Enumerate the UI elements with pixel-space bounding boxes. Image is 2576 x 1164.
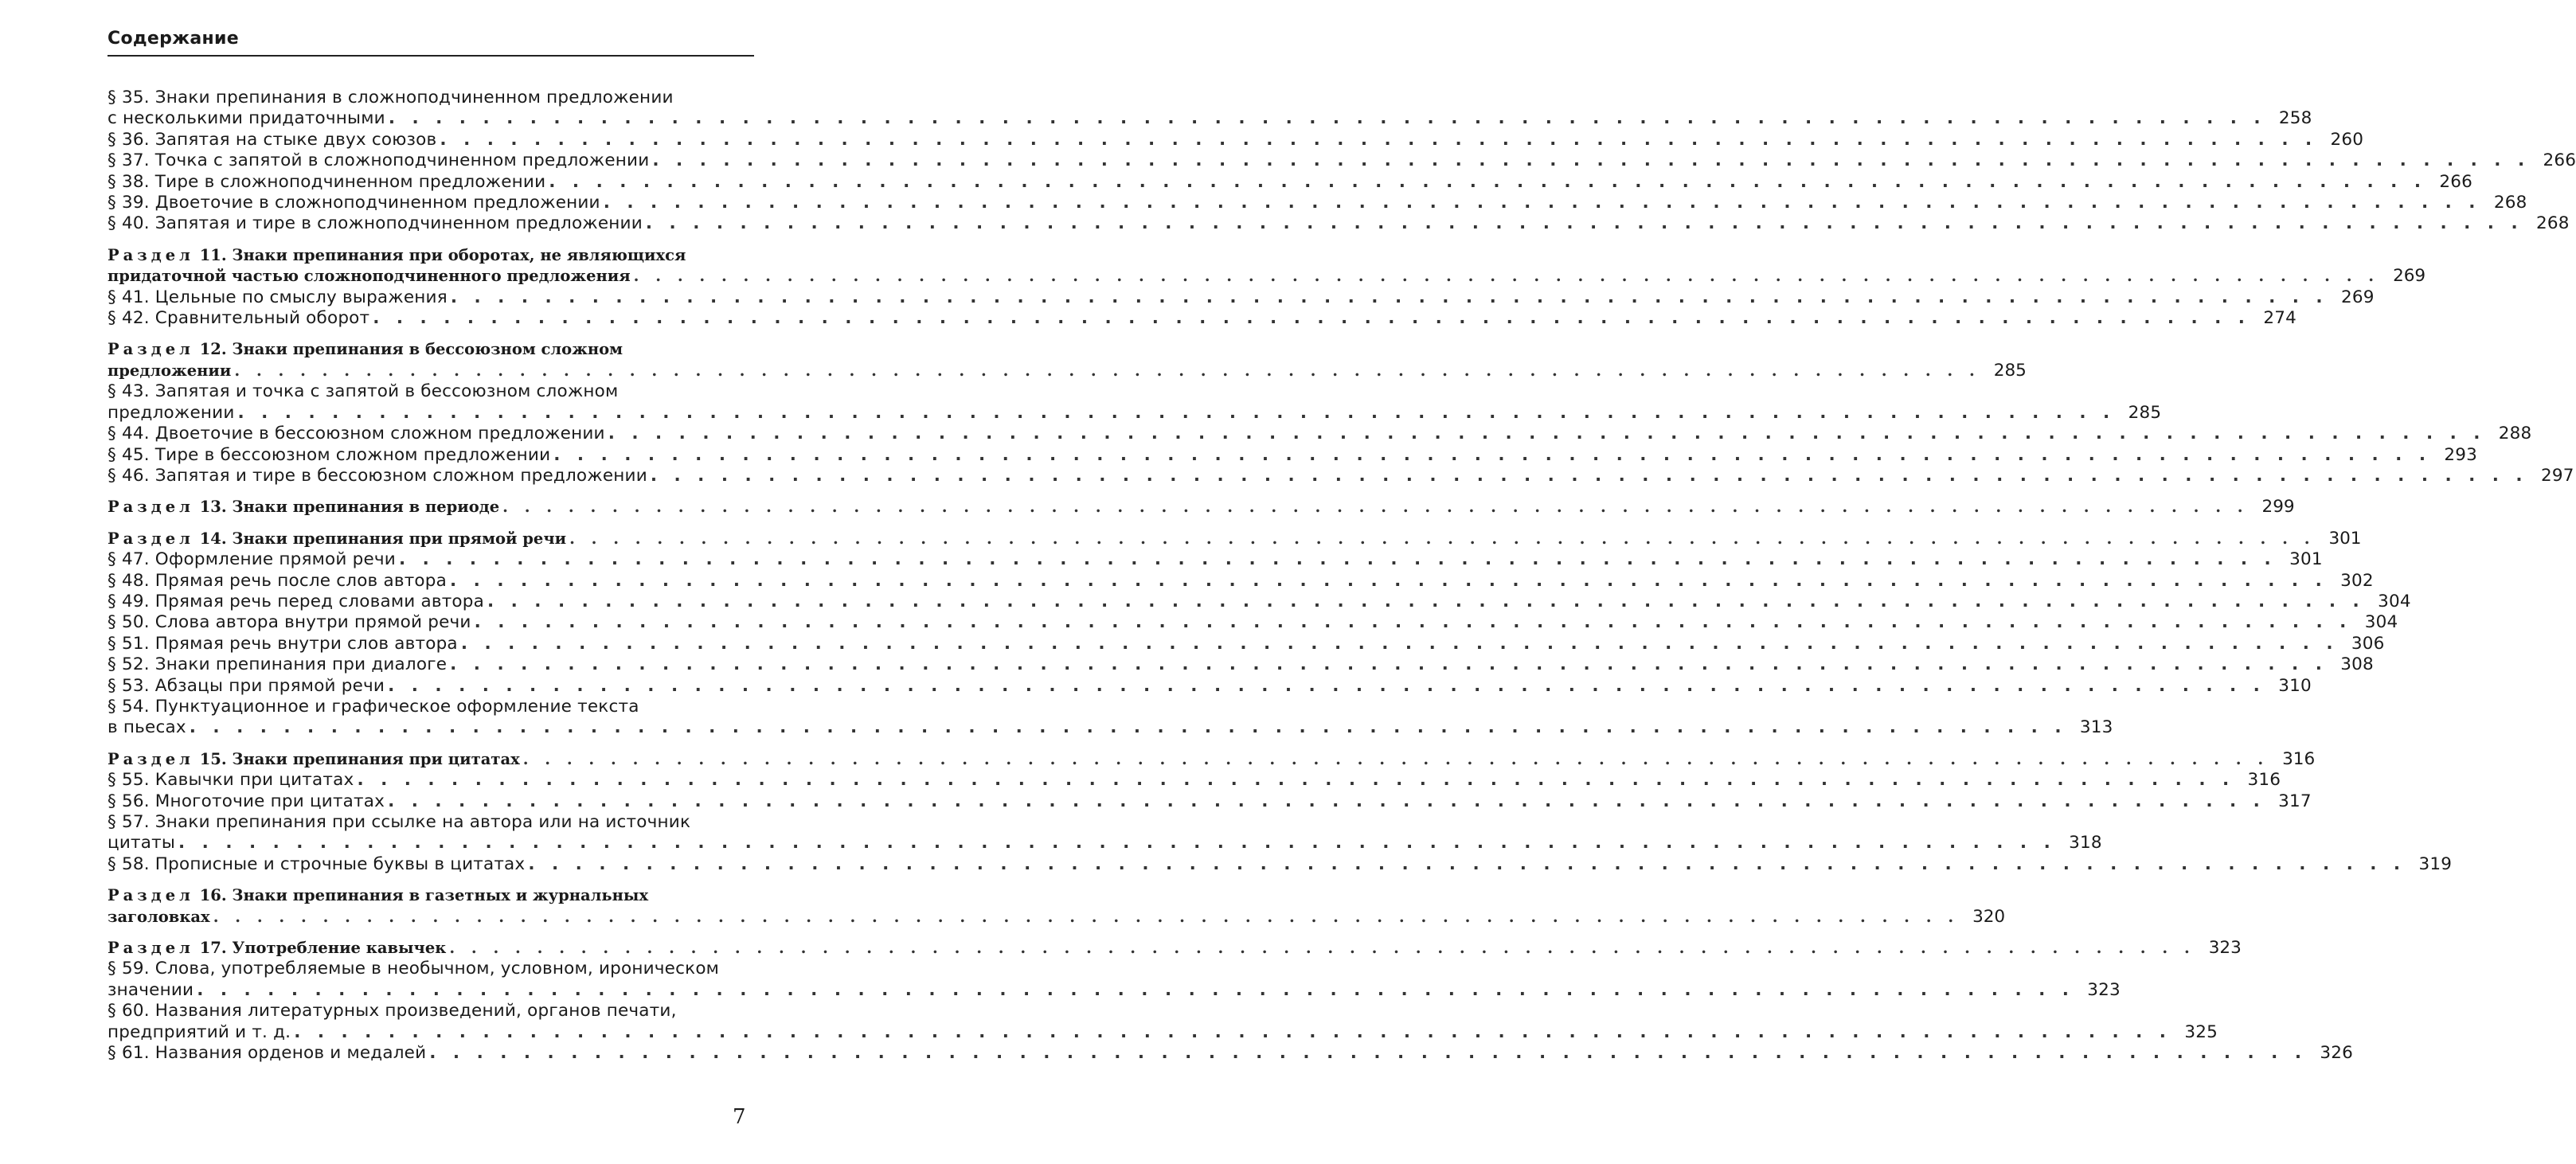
dot-leader: . . . . . . . . . . . . . . . . . . . . . . . . . . . . . . . . . . . . . . . . . . . . . . . . . . . . . . . . . . . . . . . . . . . . . . . . . . . . . . . .: [388, 791, 2265, 811]
toc-paragraph-entry[interactable]: [107, 1001, 2218, 1043]
section-word: Раздел: [107, 245, 194, 264]
dot-leader: . . . . . . . . . . . . . . . . . . . . . . . . . . . . . . . . . . . . . . . . . . . . . . . . . . . . . . . . . . . . . . . . . . . . . . . . . . . . . . . .: [522, 749, 2269, 768]
entry-title: [107, 1022, 291, 1043]
entry-page-number: 302: [2340, 570, 2374, 591]
section-word: Раздел: [107, 939, 194, 958]
dot-leader: . . . . . . . . . . . . . . . . . . . . . . . . . . . . . . . . . . . . . . . . . . . . . . . . . . . . . . . . . . . . . . . . . . . . . . . . . . . . . . . .: [237, 402, 2116, 423]
toc-paragraph-entry[interactable]: [107, 171, 2473, 193]
entry-page-number: 325: [2184, 1021, 2218, 1042]
toc-line: [107, 193, 2527, 213]
entry-title: [107, 308, 369, 329]
entry-page-number: 316: [2247, 770, 2281, 791]
entry-text: 16. Знаки препинания в газетных и журнальных: [199, 886, 649, 905]
dot-leader: . . . . . . . . . . . . . . . . . . . . . . . . . . . . . . . . . . . . . . . . . . . . . . . . . . . . . . . . . . . . . . . . . . . . . . . . . . . . . . . .: [357, 770, 2235, 791]
toc-section-entry[interactable]: [107, 528, 2362, 549]
dot-leader: . . . . . . . . . . . . . . . . . . . . . . . . . . . . . . . . . . . . . . . . . . . . . . . . . . . . . . . . . . . . . . . . . . . . . . . . . . . . . . . .: [502, 498, 2249, 517]
entry-text: заголовках: [107, 907, 210, 926]
entry-title: [107, 654, 447, 675]
dot-leader: . . . . . . . . . . . . . . . . . . . . . . . . . . . . . . . . . . . . . . . . . . . . . . . . . . . . . . . . . . . . . . . . . . . . . . . . . . . . . . . .: [178, 833, 2056, 853]
toc-paragraph-entry[interactable]: [107, 791, 2312, 812]
toc-line: [107, 402, 2162, 424]
toc-paragraph-entry[interactable]: [107, 654, 2374, 675]
toc-line: [107, 654, 2374, 675]
dot-leader: . . . . . . . . . . . . . . . . . . . . . . . . . . . . . . . . . . . . . . . . . . . . . . . . . . . . . . . . . . . . . . . . . . . . . . . . . . . . . . . .: [608, 424, 2486, 444]
entry-title: [107, 466, 647, 486]
entry-title: [107, 854, 525, 875]
toc-line: [107, 770, 2281, 791]
toc-line: [107, 424, 2532, 444]
entry-page-number: 306: [2351, 633, 2385, 654]
toc-line: [107, 465, 2574, 486]
entry-text: § 37. Точка с запятой в сложноподчиненном предложении: [107, 150, 650, 171]
entry-page-number: 326: [2320, 1043, 2354, 1064]
dot-leader: . . . . . . . . . . . . . . . . . . . . . . . . . . . . . . . . . . . . . . . . . . . . . . . . . . . . . . . . . . . . . . . . . . . . . . . . . . . . . . . .: [450, 570, 2328, 591]
entry-text: § 45. Тире в бессоюзном сложном предложении: [107, 444, 551, 465]
toc-line: [107, 906, 2006, 928]
toc-line: [107, 88, 754, 108]
dot-leader: . . . . . . . . . . . . . . . . . . . . . . . . . . . . . . . . . . . . . . . . . . . . . . . . . . . . . . . . . . . . . . . . . . . . . . . . . . . . . . . .: [388, 108, 2266, 129]
entry-title: [107, 885, 648, 906]
header-title: Содержание: [107, 29, 239, 49]
toc-line: [107, 150, 2576, 171]
entry-text: 14. Знаки препинания при прямой речи: [199, 529, 567, 548]
entry-page-number: 313: [2079, 717, 2113, 738]
entry-page-number: 318: [2069, 833, 2102, 853]
toc-line: [107, 675, 2312, 697]
entry-text: значении: [107, 979, 194, 1000]
entry-title: [107, 381, 618, 402]
toc-line: [107, 287, 2375, 308]
toc-section-entry[interactable]: [107, 245, 2426, 287]
toc-line: [107, 1043, 2354, 1064]
entry-text: 15. Знаки препинания при цитатах: [199, 749, 520, 768]
dot-leader: . . . . . . . . . . . . . . . . . . . . . . . . . . . . . . . . . . . . . . . . . . . . . . . . . . . . . . . . . . . . . . . . . . . . . . . . . . . . . . . .: [487, 591, 2365, 611]
toc-paragraph-entry[interactable]: [107, 612, 2398, 633]
entry-page-number: 268: [2493, 193, 2527, 213]
dot-leader: . . . . . . . . . . . . . . . . . . . . . . . . . . . . . . . . . . . . . . . . . . . . . . . . . . . . . . . . . . . . . . . . . . . . . . . . . . . . . . . .: [549, 171, 2427, 192]
toc-line: [107, 791, 2312, 812]
entry-text: § 60. Названия литературных произведений, органов печати,: [107, 1001, 677, 1021]
toc-paragraph-entry[interactable]: [107, 444, 2477, 466]
dot-leader: . . . . . . . . . . . . . . . . . . . . . . . . . . . . . . . . . . . . . . . . . . . . . . . . . . . . . . . . . . . . . . . . . . . . . . . . . . . . . . . .: [645, 213, 2523, 234]
entry-text: 13. Знаки препинания в периоде: [199, 498, 500, 517]
entry-title: [107, 571, 447, 592]
toc-line: [107, 717, 2113, 738]
entry-text: § 51. Прямая речь внутри слов автора: [107, 633, 458, 654]
entry-text: § 47. Оформление прямой речи: [107, 549, 396, 570]
toc-line: [107, 444, 2477, 466]
toc-paragraph-entry[interactable]: [107, 696, 2113, 739]
dot-leader: . . . . . . . . . . . . . . . . . . . . . . . . . . . . . . . . . . . . . . . . . . . . . . . . . . . . . . . . . . . . . . . . . . . . . . . . . . . . . . . .: [234, 361, 1980, 380]
dot-leader: . . . . . . . . . . . . . . . . . . . . . . . . . . . . . . . . . . . . . . . . . . . . . . . . . . . . . . . . . . . . . . . . . . . . . . . . . . . . . . . .: [197, 979, 2074, 1000]
entry-page-number: 304: [2364, 612, 2398, 633]
entry-text: § 39. Двоеточие в сложноподчиненном предложении: [107, 193, 600, 213]
entry-title: [107, 497, 499, 518]
dot-leader: . . . . . . . . . . . . . . . . . . . . . . . . . . . . . . . . . . . . . . . . . . . . . . . . . . . . . . . . . . . . . . . . . . . . . . . . . . . . . . . .: [650, 465, 2528, 486]
entry-page-number: 260: [2330, 129, 2364, 150]
dot-leader: . . . . . . . . . . . . . . . . . . . . . . . . . . . . . . . . . . . . . . . . . . . . . . . . . . . . . . . . . . . . . . . . . . . . . . . . . . . . . . . .: [189, 717, 2067, 738]
toc-paragraph-entry[interactable]: [107, 287, 2375, 308]
toc-line: [107, 308, 2297, 329]
dot-leader: . . . . . . . . . . . . . . . . . . . . . . . . . . . . . . . . . . . . . . . . . . . . . . . . . . . . . . . . . . . . . . . . . . . . . . . . . . . . . . . .: [460, 633, 2339, 654]
entry-title: [107, 676, 385, 697]
toc-paragraph-entry[interactable]: [107, 193, 2527, 213]
toc-paragraph-entry[interactable]: [107, 812, 2102, 854]
entry-page-number: 269: [2340, 287, 2375, 307]
toc-paragraph-entry[interactable]: [107, 88, 2312, 130]
toc-line: [107, 213, 2570, 234]
toc-paragraph-entry[interactable]: [107, 853, 2453, 875]
dot-leader: . . . . . . . . . . . . . . . . . . . . . . . . . . . . . . . . . . . . . . . . . . . . . . . . . . . . . . . . . . . . . . . . . . . . . . . . . . . . . . . .: [213, 907, 1960, 926]
entry-page-number: 301: [2328, 528, 2362, 549]
entry-page-number: 285: [1993, 360, 2027, 381]
dot-leader: . . . . . . . . . . . . . . . . . . . . . . . . . . . . . . . . . . . . . . . . . . . . . . . . . . . . . . . . . . . . . . . . . . . . . . . . . . . . . . . .: [528, 853, 2406, 874]
entry-page-number: 293: [2444, 444, 2477, 465]
toc-line: [107, 381, 754, 402]
toc-paragraph-entry[interactable]: [107, 1043, 2354, 1064]
entry-page-number: 269: [2393, 266, 2426, 287]
entry-text: § 35. Знаки препинания в сложноподчиненном предложении: [107, 88, 674, 107]
entry-text: § 61. Названия орденов и медалей: [107, 1043, 427, 1064]
toc-paragraph-entry[interactable]: [107, 424, 2532, 444]
toc-line: [107, 812, 754, 833]
toc-line: [107, 129, 2364, 150]
entry-title: [107, 88, 674, 108]
entry-title: [107, 266, 631, 287]
dot-leader: . . . . . . . . . . . . . . . . . . . . . . . . . . . . . . . . . . . . . . . . . . . . . . . . . . . . . . . . . . . . . . . . . . . . . . . . . . . . . . . .: [553, 444, 2431, 465]
toc-line: [107, 171, 2473, 193]
entry-page-number: 266: [2543, 150, 2576, 171]
dot-leader: . . . . . . . . . . . . . . . . . . . . . . . . . . . . . . . . . . . . . . . . . . . . . . . . . . . . . . . . . . . . . . . . . . . . . . . . . . . . . . . .: [450, 654, 2328, 675]
entry-text: § 43. Запятая и точка с запятой в бессоюзном сложном: [107, 381, 619, 402]
toc-paragraph-entry[interactable]: [107, 465, 2574, 486]
entry-page-number: 317: [2278, 791, 2312, 811]
entry-page-number: 266: [2439, 171, 2473, 192]
entry-text: придаточной частью сложноподчиненного предложения: [107, 267, 631, 286]
toc-line: [107, 266, 2426, 287]
toc-paragraph-entry[interactable]: [107, 570, 2374, 592]
entry-text: § 42. Сравнительный оборот: [107, 308, 370, 329]
toc-paragraph-entry[interactable]: [107, 129, 2364, 150]
entry-page-number: 316: [2282, 748, 2316, 769]
entry-title: [107, 634, 458, 654]
entry-title: [107, 193, 600, 213]
toc-line: [107, 360, 2027, 381]
entry-page-number: 297: [2540, 465, 2574, 486]
entry-page-number: 299: [2261, 497, 2295, 518]
entry-text: § 36. Запятая на стыке двух союзов: [107, 129, 437, 150]
entry-title: [107, 907, 210, 928]
page-number: 7: [733, 1105, 746, 1129]
entry-text: 11. Знаки препинания при оборотах, не являющихся: [199, 245, 686, 264]
entry-text: цитаты: [107, 833, 176, 853]
toc-section-entry[interactable]: [107, 938, 2242, 959]
entry-text: § 55. Кавычки при цитатах: [107, 770, 354, 791]
dot-leader: . . . . . . . . . . . . . . . . . . . . . . . . . . . . . . . . . . . . . . . . . . . . . . . . . . . . . . . . . . . . . . . . . . . . . . . . . . . . . . . .: [633, 267, 2380, 286]
toc-paragraph-entry[interactable]: [107, 381, 2162, 424]
entry-text: § 56. Многоточие при цитатах: [107, 791, 385, 811]
running-header: [107, 29, 754, 57]
entry-title: [107, 959, 719, 979]
section-word: Раздел: [107, 340, 194, 359]
toc-line: [107, 885, 754, 906]
entry-title: [107, 424, 605, 444]
entry-title: [107, 1001, 677, 1021]
toc-paragraph-entry[interactable]: [107, 549, 2323, 570]
entry-text: § 54. Пунктуационное и графическое оформление текста: [107, 696, 639, 717]
entry-text: предложении: [107, 361, 232, 380]
section-word: Раздел: [107, 749, 194, 768]
toc-section-entry[interactable]: [107, 885, 2006, 928]
dot-leader: . . . . . . . . . . . . . . . . . . . . . . . . . . . . . . . . . . . . . . . . . . . . . . . . . . . . . . . . . . . . . . . . . . . . . . . . . . . . . . . .: [652, 150, 2531, 171]
toc-line: [107, 938, 2242, 959]
entry-title: [107, 339, 623, 360]
entry-text: с несколькими придаточными: [107, 108, 385, 129]
toc-line: [107, 591, 2411, 612]
table-of-contents: [107, 88, 2576, 1064]
toc-paragraph-entry[interactable]: [107, 675, 2312, 697]
entry-text: § 41. Цельные по смыслу выражения: [107, 287, 448, 307]
dot-leader: . . . . . . . . . . . . . . . . . . . . . . . . . . . . . . . . . . . . . . . . . . . . . . . . . . . . . . . . . . . . . . . . . . . . . . . . . . . . . . . .: [449, 939, 2195, 958]
entry-text: § 40. Запятая и тире в сложноподчиненном предложении: [107, 213, 643, 234]
entry-text: § 49. Прямая речь перед словами автора: [107, 591, 484, 611]
toc-section-entry[interactable]: [107, 748, 2316, 770]
entry-page-number: 268: [2536, 213, 2570, 234]
entry-title: [107, 130, 436, 150]
dot-leader: . . . . . . . . . . . . . . . . . . . . . . . . . . . . . . . . . . . . . . . . . . . . . . . . . . . . . . . . . . . . . . . . . . . . . . . . . . . . . . . .: [429, 1043, 2308, 1064]
toc-line: [107, 697, 754, 717]
entry-text: § 57. Знаки препинания при ссылке на автора или на источник: [107, 812, 691, 832]
entry-title: [107, 245, 686, 266]
section-word: Раздел: [107, 886, 194, 905]
entry-page-number: 320: [1972, 906, 2006, 927]
toc-paragraph-entry[interactable]: [107, 591, 2411, 612]
entry-text: 17. Употребление кавычек: [199, 939, 447, 958]
entry-text: § 44. Двоеточие в бессоюзном сложном предложении: [107, 424, 605, 444]
toc-line: [107, 245, 754, 266]
toc-section-entry[interactable]: [107, 339, 2027, 381]
entry-text: § 38. Тире в сложноподчиненном предложении: [107, 171, 546, 192]
entry-text: § 53. Абзацы при прямой речи: [107, 675, 385, 696]
toc-paragraph-entry[interactable]: [107, 308, 2297, 329]
toc-line: [107, 549, 2323, 570]
toc-line: [107, 108, 2312, 129]
entry-page-number: 301: [2289, 549, 2323, 570]
entry-page-number: 258: [2278, 108, 2312, 129]
toc-paragraph-entry[interactable]: [107, 150, 2576, 171]
entry-title: [107, 445, 550, 466]
toc-line: [107, 339, 754, 360]
toc-paragraph-entry[interactable]: [107, 633, 2385, 654]
entry-title: [107, 150, 649, 171]
dot-leader: . . . . . . . . . . . . . . . . . . . . . . . . . . . . . . . . . . . . . . . . . . . . . . . . . . . . . . . . . . . . . . . . . . . . . . . . . . . . . . . .: [450, 287, 2328, 307]
entry-title: [107, 697, 639, 717]
entry-text: 12. Знаки препинания в бессоюзном сложном: [199, 340, 623, 359]
entry-title: [107, 549, 396, 570]
entry-title: [107, 980, 193, 1001]
entry-title: [107, 172, 545, 193]
entry-title: [107, 770, 354, 791]
dot-leader: . . . . . . . . . . . . . . . . . . . . . . . . . . . . . . . . . . . . . . . . . . . . . . . . . . . . . . . . . . . . . . . . . . . . . . . . . . . . . . . .: [398, 549, 2277, 570]
toc-line: [107, 979, 2121, 1001]
toc-line: [107, 959, 754, 979]
section-word: Раздел: [107, 529, 194, 548]
toc-paragraph-entry[interactable]: [107, 213, 2570, 234]
toc-paragraph-entry[interactable]: [107, 770, 2281, 791]
entry-title: [107, 287, 448, 308]
entry-title: [107, 938, 446, 959]
entry-text: предприятий и т. д.: [107, 1021, 291, 1042]
entry-title: [107, 592, 484, 612]
entry-page-number: 323: [2208, 938, 2242, 959]
dot-leader: . . . . . . . . . . . . . . . . . . . . . . . . . . . . . . . . . . . . . . . . . . . . . . . . . . . . . . . . . . . . . . . . . . . . . . . . . . . . . . . .: [603, 193, 2481, 213]
entry-page-number: 274: [2263, 308, 2297, 329]
entry-title: [107, 1043, 426, 1064]
toc-section-entry[interactable]: [107, 497, 2295, 518]
toc-line: [107, 570, 2374, 592]
entry-title: [107, 213, 643, 234]
toc-paragraph-entry[interactable]: [107, 959, 2121, 1001]
toc-line: [107, 528, 2362, 549]
entry-title: [107, 717, 186, 738]
dot-leader: . . . . . . . . . . . . . . . . . . . . . . . . . . . . . . . . . . . . . . . . . . . . . . . . . . . . . . . . . . . . . . . . . . . . . . . . . . . . . . . .: [440, 129, 2318, 150]
dot-leader: . . . . . . . . . . . . . . . . . . . . . . . . . . . . . . . . . . . . . . . . . . . . . . . . . . . . . . . . . . . . . . . . . . . . . . . . . . . . . . . .: [569, 529, 2316, 548]
entry-text: § 59. Слова, употребляемые в необычном, условном, ироническом: [107, 959, 720, 979]
entry-title: [107, 403, 235, 424]
entry-text: § 58. Прописные и строчные буквы в цитатах: [107, 853, 526, 874]
toc-line: [107, 833, 2102, 853]
toc-line: [107, 612, 2398, 633]
entry-page-number: 308: [2340, 654, 2374, 675]
entry-text: в пьесах: [107, 717, 186, 738]
toc-line: [107, 497, 2295, 518]
entry-text: § 48. Прямая речь после слов автора: [107, 570, 448, 591]
entry-page-number: 285: [2128, 402, 2162, 423]
entry-page-number: 310: [2278, 675, 2312, 696]
toc-line: [107, 1021, 2218, 1043]
entry-title: [107, 812, 690, 833]
entry-text: § 50. Слова автора внутри прямой речи: [107, 612, 471, 633]
dot-leader: . . . . . . . . . . . . . . . . . . . . . . . . . . . . . . . . . . . . . . . . . . . . . . . . . . . . . . . . . . . . . . . . . . . . . . . . . . . . . . . .: [388, 675, 2265, 696]
entry-text: § 46. Запятая и тире в бессоюзном сложном предложении: [107, 465, 647, 486]
entry-text: § 52. Знаки препинания при диалоге: [107, 654, 448, 675]
toc-line: [107, 748, 2316, 770]
entry-title: [107, 833, 175, 853]
entry-title: [107, 108, 385, 129]
dot-leader: . . . . . . . . . . . . . . . . . . . . . . . . . . . . . . . . . . . . . . . . . . . . . . . . . . . . . . . . . . . . . . . . . . . . . . . . . . . . . . . .: [474, 612, 2352, 633]
entry-title: [107, 749, 520, 770]
dot-leader: . . . . . . . . . . . . . . . . . . . . . . . . . . . . . . . . . . . . . . . . . . . . . . . . . . . . . . . . . . . . . . . . . . . . . . . . . . . . . . . .: [373, 308, 2250, 329]
section-word: Раздел: [107, 498, 194, 517]
entry-title: [107, 529, 566, 549]
entry-page-number: 288: [2498, 424, 2532, 444]
dot-leader: . . . . . . . . . . . . . . . . . . . . . . . . . . . . . . . . . . . . . . . . . . . . . . . . . . . . . . . . . . . . . . . . . . . . . . . . . . . . . . . .: [294, 1021, 2171, 1042]
entry-text: предложении: [107, 402, 235, 423]
entry-page-number: 319: [2418, 853, 2453, 874]
toc-line: [107, 633, 2385, 654]
entry-title: [107, 612, 471, 633]
toc-line: [107, 1001, 754, 1021]
entry-title: [107, 791, 385, 812]
entry-page-number: 304: [2378, 591, 2411, 611]
entry-page-number: 323: [2087, 979, 2121, 1000]
toc-line: [107, 853, 2453, 875]
entry-title: [107, 361, 231, 381]
